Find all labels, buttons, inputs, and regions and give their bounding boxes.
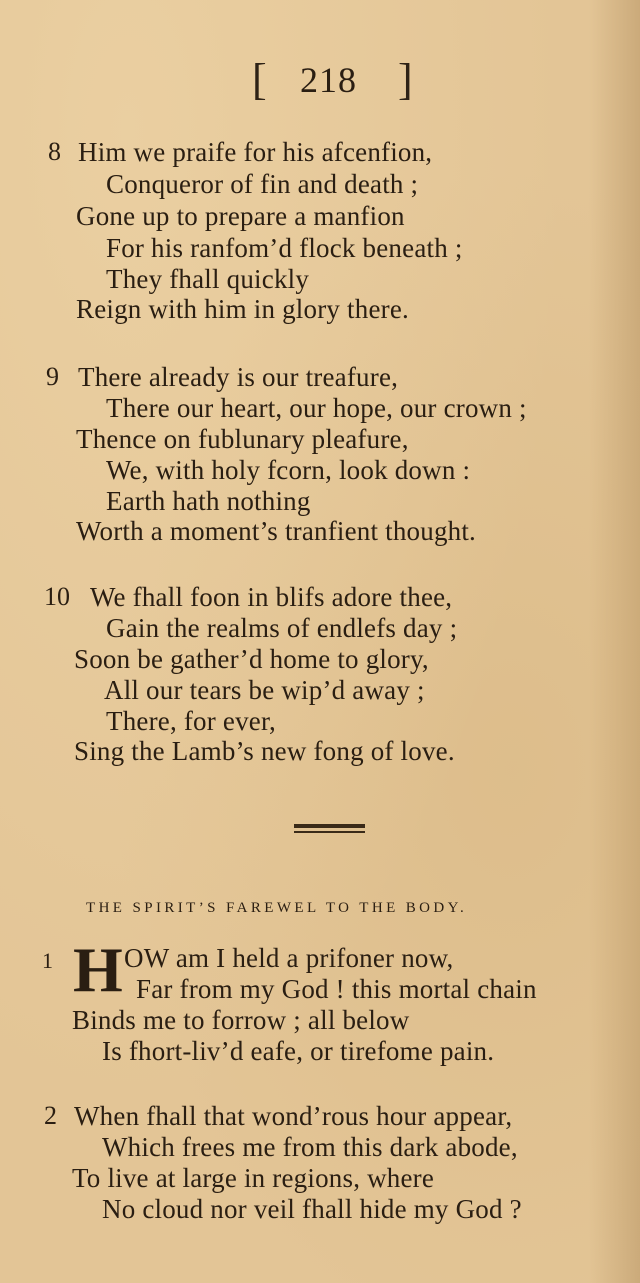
verse-line: We, with holy fcorn, look down : xyxy=(106,455,471,485)
stanza-number: 9 xyxy=(46,362,59,391)
verse-line: Is fhort-liv’d eafe, or tirefome pain. xyxy=(102,1036,495,1066)
drop-cap: H xyxy=(73,934,123,1005)
verse-line: Gain the realms of endlefs day ; xyxy=(106,613,458,643)
stanza-number: 1 xyxy=(42,948,53,973)
verse-line: Him we praife for his afcenfion, xyxy=(78,137,433,167)
verse-line: There our heart, our hope, our crown ; xyxy=(106,393,527,423)
verse-line: Soon be gather’d home to glory, xyxy=(74,644,429,674)
verse-line: Sing the Lamb’s new fong of love. xyxy=(74,736,455,766)
stanza-number: 8 xyxy=(48,137,61,166)
verse-line: They fhall quickly xyxy=(106,264,310,294)
verse-line: There already is our treafure, xyxy=(78,362,399,392)
left-bracket: [ xyxy=(252,55,267,104)
divider-thin-rule xyxy=(294,831,365,833)
verse-line: Reign with him in glory there. xyxy=(76,294,409,324)
page-number: 218 xyxy=(300,60,357,100)
verse-line: All our tears be wip’d away ; xyxy=(104,675,425,705)
stanza-number: 10 xyxy=(44,582,70,611)
right-bracket: ] xyxy=(398,55,413,104)
verse-line: Earth hath nothing xyxy=(106,486,311,516)
verse-line: Binds me to forrow ; all below xyxy=(72,1005,410,1035)
stanza-number: 2 xyxy=(44,1101,57,1130)
verse-line: For his ranfom’d flock beneath ; xyxy=(106,233,463,263)
verse-line: We fhall foon in blifs adore thee, xyxy=(90,582,453,612)
hymn-title: THE SPIRIT’S FAREWEL TO THE BODY. xyxy=(86,900,468,916)
page-header xyxy=(0,55,640,108)
verse-line: When fhall that wond’rous hour appear, xyxy=(74,1101,513,1131)
section-divider xyxy=(294,824,365,834)
divider-thick-rule xyxy=(294,824,365,828)
verse-line: No cloud nor veil fhall hide my God ? xyxy=(102,1194,522,1224)
verse-line: Far from my God ! this mortal chain xyxy=(136,974,537,1004)
verse-line: To live at large in regions, where xyxy=(72,1163,435,1193)
verse-line: Thence on fublunary pleafure, xyxy=(76,424,409,454)
verse-line: Conqueror of fin and death ; xyxy=(106,169,419,199)
verse-line: There, for ever, xyxy=(106,706,277,736)
verse-line: Which frees me from this dark abode, xyxy=(102,1132,518,1162)
verse-line: Gone up to prepare a manfion xyxy=(76,201,405,231)
verse-line: Worth a moment’s tranfient thought. xyxy=(76,516,477,546)
verse-line: OW am I held a prifoner now, xyxy=(124,943,454,973)
